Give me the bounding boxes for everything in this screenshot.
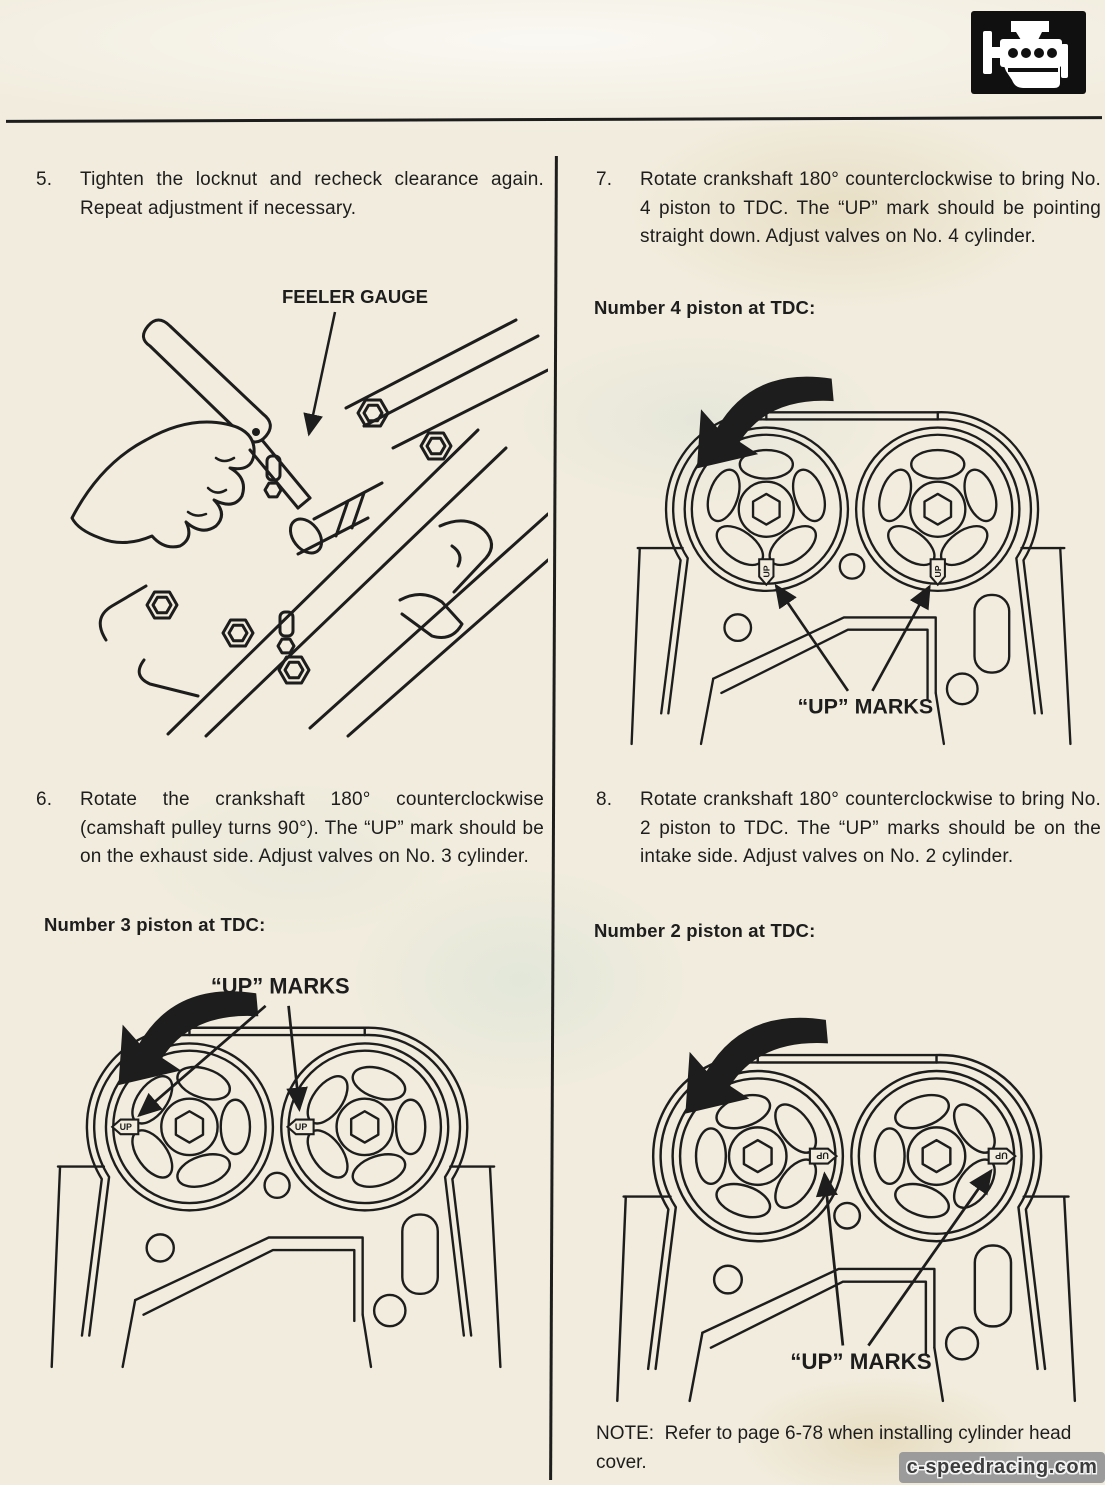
step-7 <box>596 166 1101 252</box>
step-8 <box>596 786 1101 872</box>
step-number: 7. <box>596 169 613 190</box>
pulley-diagram-no2 <box>600 988 1090 1403</box>
step-text: Rotate the crankshaft 180° counterclockwise (camshaft pulley turns 90°). The “UP” mark should be on the exhaust side. Adjust valves on No. 3 cylinder. <box>80 789 544 867</box>
svg-text:“UP” MARKS: “UP” MARKS <box>210 973 350 999</box>
note-text: Refer to page 6-78 when installing cylinder head cover. <box>596 1423 1072 1473</box>
svg-text:UP: UP <box>816 1150 829 1161</box>
svg-text:UP: UP <box>933 565 944 578</box>
feeler-gauge-illustration <box>48 308 548 738</box>
step-number: 8. <box>596 789 613 810</box>
note-label: NOTE: <box>596 1423 655 1444</box>
pulley-diagram-no3 <box>35 962 515 1369</box>
step-text: Rotate crankshaft 180° counterclockwise to bring No. 2 piston to TDC. The “UP” marks should be on the intake side. Adjust valves on No. 2 cylinder. <box>640 789 1101 867</box>
svg-text:UP: UP <box>995 1150 1008 1161</box>
column-divider <box>549 156 558 1480</box>
step-6 <box>36 786 544 872</box>
caption-number-3: Number 3 piston at TDC: <box>44 914 266 935</box>
svg-text:“UP” MARKS: “UP” MARKS <box>797 694 934 719</box>
engine-icon <box>971 81 1086 98</box>
header-rule <box>6 116 1102 123</box>
svg-text:“UP” MARKS: “UP” MARKS <box>790 1348 932 1374</box>
watermark: c-speedracing.com <box>899 1452 1105 1483</box>
feeler-gauge-label: FEELER GAUGE <box>282 286 428 307</box>
step-5 <box>36 166 544 223</box>
step-number: 6. <box>36 789 53 810</box>
pulley-diagram-no4 <box>615 348 1085 746</box>
step-text: Rotate crankshaft 180° counterclockwise to bring No. 4 piston to TDC. The “UP” mark should be pointing straight down. Adjust valves on No. 4 cylinder. <box>640 169 1101 247</box>
step-number: 5. <box>36 169 53 190</box>
step-text: Tighten the locknut and recheck clearance again. Repeat adjustment if necessary. <box>80 169 544 219</box>
svg-text:UP: UP <box>294 1122 308 1133</box>
svg-text:UP: UP <box>761 565 772 578</box>
caption-number-2: Number 2 piston at TDC: <box>594 920 816 941</box>
svg-text:UP: UP <box>119 1122 132 1133</box>
engine-section-badge <box>971 11 1086 94</box>
caption-number-4: Number 4 piston at TDC: <box>594 297 816 318</box>
